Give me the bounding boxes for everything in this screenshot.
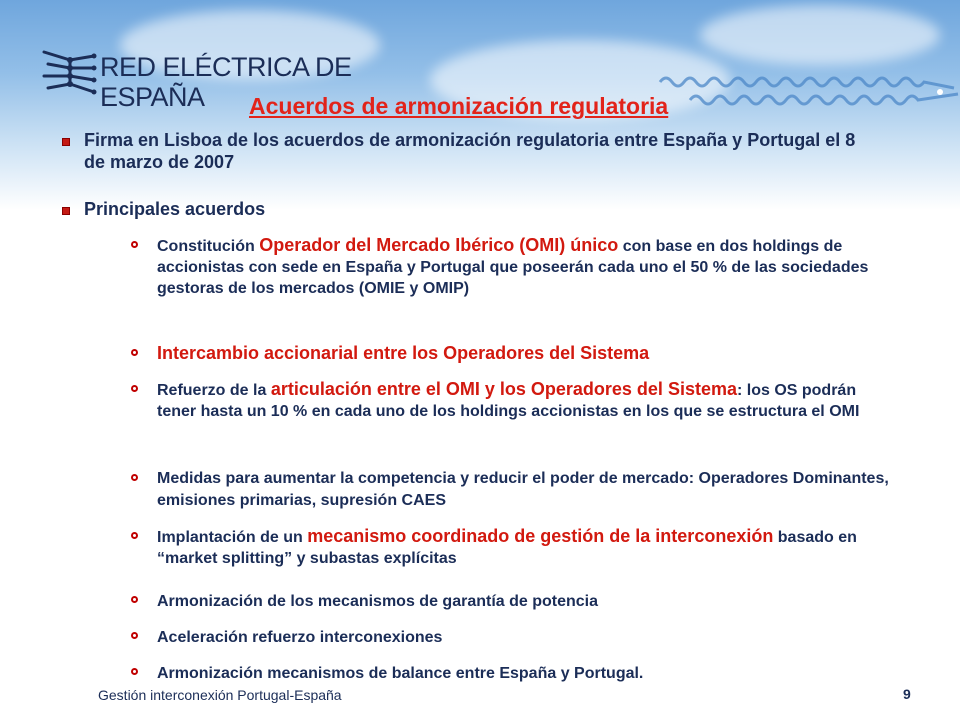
- bullet-text: Principales acuerdos: [84, 199, 266, 219]
- subbullet-highlight: Intercambio accionarial entre los Operadores del Sistema: [157, 343, 650, 363]
- subbullet-text: Armonización de los mecanismos de garantía de potencia: [157, 593, 599, 610]
- ring-bullet-icon: [131, 385, 138, 392]
- subbullet-text: Constitución: [157, 238, 260, 255]
- ring-bullet-icon: [131, 668, 138, 675]
- square-bullet-icon: [62, 138, 70, 146]
- brand-line2: ESPAÑA: [100, 82, 205, 112]
- ring-bullet-icon: [131, 241, 138, 248]
- subbullet-text: Aceleración refuerzo interconexiones: [157, 629, 443, 646]
- bullet-text: Firma en Lisboa de los acuerdos de armonización regulatoria entre España y Portugal el 8 de marzo de 2007: [84, 130, 856, 172]
- subbullet-text: : los OS podrán tener hasta un 10 % en cada uno de los holdings accionistas en los que se estructura el OMI: [157, 382, 860, 420]
- subbullet-item: [157, 662, 892, 684]
- subbullet-item: [157, 343, 892, 365]
- page-number: 9: [903, 686, 911, 702]
- subbullet-item: [157, 468, 892, 511]
- ring-bullet-icon: [131, 474, 138, 481]
- subbullet-text: Armonización mecanismos de balance entre España y Portugal.: [157, 665, 644, 682]
- subbullet-highlight: Operador del Mercado Ibérico (OMI) único: [259, 235, 619, 255]
- subbullet-item: [157, 379, 892, 422]
- footer-text: Gestión interconexión Portugal-España: [98, 687, 342, 703]
- subbullet-item: [157, 526, 892, 569]
- ring-bullet-icon: [131, 532, 138, 539]
- bullet-item: [84, 129, 874, 173]
- subbullet-item: [157, 590, 892, 612]
- ring-bullet-icon: [131, 632, 138, 639]
- subbullet-highlight: articulación entre el OMI y los Operadores del Sistema: [270, 379, 737, 399]
- square-bullet-icon: [62, 207, 70, 215]
- slide-title: Acuerdos de armonización regulatoria: [249, 93, 669, 119]
- subbullet-text: Implantación de un: [157, 529, 308, 546]
- subbullet-highlight: mecanismo coordinado de gestión de la interconexión: [307, 526, 774, 546]
- brand-line1: RED ELÉCTRICA DE: [100, 52, 352, 82]
- ree-network-logo-icon: [40, 42, 98, 100]
- subbullet-text: con base en dos holdings de accionistas con sede en España y Portugal que poseerán cada uno el 50 % de las sociedades gestoras de los mercados (OMIE y OMIP): [157, 238, 869, 297]
- subbullet-text: Refuerzo de la: [157, 382, 271, 399]
- ring-bullet-icon: [131, 349, 138, 356]
- bullet-item: [84, 198, 874, 220]
- subbullet-text: basado en “market splitting” y subastas explícitas: [157, 529, 857, 567]
- ring-bullet-icon: [131, 596, 138, 603]
- subbullet-item: [157, 235, 892, 299]
- subbullet-text: Medidas para aumentar la competencia y reducir el poder de mercado: Operadores Dominantes, emisiones primarias, supresión CAES: [157, 470, 889, 509]
- subbullet-item: [157, 626, 892, 648]
